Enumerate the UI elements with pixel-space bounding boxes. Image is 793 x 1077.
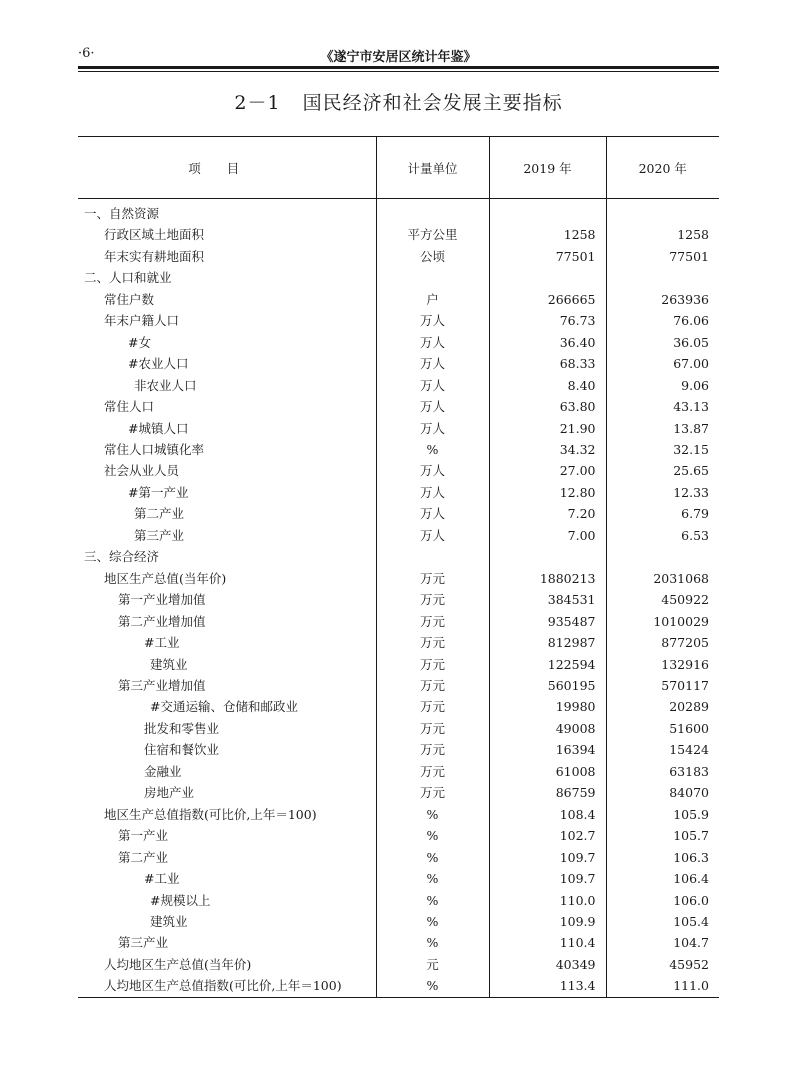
row-label: 第三产业 [134, 527, 185, 543]
row-value-2019: 7.00 [489, 525, 606, 546]
row-label: #工业 [144, 635, 180, 651]
row-value-2020: 132916 [606, 654, 719, 675]
table-row [78, 418, 719, 439]
row-value-2020: 106.4 [606, 868, 719, 889]
row-value-2019: 109.7 [489, 847, 606, 868]
table-row [78, 439, 719, 460]
row-label: #交通运输、仓储和邮政业 [150, 699, 298, 715]
row-value-2020: 2031068 [606, 568, 719, 589]
row-value-2020: 51600 [606, 718, 719, 739]
row-unit: 万人 [376, 418, 489, 439]
row-value-2019: 68.33 [489, 353, 606, 374]
row-value-2020: 15424 [606, 739, 719, 760]
row-unit: 万元 [376, 654, 489, 675]
row-value-2020: 877205 [606, 632, 719, 653]
row-unit: % [376, 825, 489, 846]
row-value-2019: 86759 [489, 782, 606, 803]
row-value-2019: 113.4 [489, 975, 606, 997]
row-label: 建筑业 [150, 656, 188, 672]
row-value-2019: 63.80 [489, 396, 606, 417]
row-unit: 元 [376, 954, 489, 975]
table-title [78, 88, 719, 115]
row-unit: 万人 [376, 353, 489, 374]
row-value-2020 [606, 546, 719, 567]
row-value-2019: 12.80 [489, 482, 606, 503]
row-value-2020: 105.7 [606, 825, 719, 846]
row-value-2020: 25.65 [606, 460, 719, 481]
table-row [78, 825, 719, 846]
row-value-2019 [489, 546, 606, 567]
row-label: 三、综合经济 [84, 549, 160, 565]
column-header-2019: 2019 年 [489, 137, 606, 199]
table-row [78, 975, 719, 997]
row-value-2019: 16394 [489, 739, 606, 760]
row-label: 常住户数 [104, 291, 155, 307]
row-value-2020: 111.0 [606, 975, 719, 997]
row-value-2019: 266665 [489, 289, 606, 310]
row-unit: 万元 [376, 632, 489, 653]
row-label: 第二产业增加值 [118, 613, 206, 629]
row-value-2020: 13.87 [606, 418, 719, 439]
row-unit: 万人 [376, 503, 489, 524]
row-label: 金融业 [144, 763, 182, 779]
row-value-2019: 560195 [489, 675, 606, 696]
row-label: #工业 [144, 871, 180, 887]
row-unit [376, 199, 489, 225]
table-row [78, 525, 719, 546]
table-row [78, 890, 719, 911]
row-value-2020: 67.00 [606, 353, 719, 374]
table-row [78, 589, 719, 610]
row-unit: % [376, 911, 489, 932]
row-unit: 万元 [376, 589, 489, 610]
table-row [78, 460, 719, 481]
row-label: 人均地区生产总值指数(可比价,上年＝100) [78, 975, 376, 997]
row-unit: 万人 [376, 375, 489, 396]
row-value-2019: 19980 [489, 696, 606, 717]
table-row [78, 718, 719, 739]
row-value-2019: 1258 [489, 224, 606, 245]
table-row [78, 568, 719, 589]
row-unit: 万人 [376, 332, 489, 353]
row-value-2020: 77501 [606, 246, 719, 267]
row-value-2019: 8.40 [489, 375, 606, 396]
table-row [78, 654, 719, 675]
row-value-2020: 1010029 [606, 611, 719, 632]
row-label: #农业人口 [128, 356, 189, 372]
table-row [78, 611, 719, 632]
column-header-2020: 2020 年 [606, 137, 719, 199]
row-unit: % [376, 439, 489, 460]
row-value-2020: 263936 [606, 289, 719, 310]
row-label: 常住人口城镇化率 [104, 441, 205, 457]
table-row [78, 482, 719, 503]
table-number: 2－1 [234, 92, 281, 114]
table-row [78, 868, 719, 889]
row-value-2019: 36.40 [489, 332, 606, 353]
row-value-2020: 63183 [606, 761, 719, 782]
row-label: #第一产业 [128, 484, 189, 500]
row-unit: 万元 [376, 761, 489, 782]
row-label: 房地产业 [144, 785, 195, 801]
row-value-2019: 384531 [489, 589, 606, 610]
row-value-2020: 106.0 [606, 890, 719, 911]
row-value-2019: 40349 [489, 954, 606, 975]
row-value-2020: 6.79 [606, 503, 719, 524]
row-unit: 万元 [376, 696, 489, 717]
row-value-2020 [606, 199, 719, 225]
row-value-2020: 76.06 [606, 310, 719, 331]
row-value-2020: 36.05 [606, 332, 719, 353]
row-value-2019: 122594 [489, 654, 606, 675]
row-value-2020: 9.06 [606, 375, 719, 396]
row-value-2020: 450922 [606, 589, 719, 610]
table-row [78, 761, 719, 782]
row-label: 行政区域土地面积 [104, 227, 205, 243]
column-header-unit: 计量单位 [376, 137, 489, 199]
row-value-2020: 43.13 [606, 396, 719, 417]
row-unit: % [376, 932, 489, 953]
row-value-2020: 106.3 [606, 847, 719, 868]
row-unit: 万元 [376, 675, 489, 696]
row-value-2020: 32.15 [606, 439, 719, 460]
row-label: 人均地区生产总值(当年价) [104, 956, 252, 972]
row-value-2019 [489, 199, 606, 225]
row-unit: % [376, 868, 489, 889]
table-row [78, 546, 719, 567]
row-value-2019: 812987 [489, 632, 606, 653]
row-value-2019: 102.7 [489, 825, 606, 846]
table-header-row [78, 137, 719, 199]
row-unit: 万元 [376, 718, 489, 739]
row-unit: 万元 [376, 782, 489, 803]
row-label: 第二产业 [118, 849, 169, 865]
header-rule-thin [78, 71, 719, 72]
row-unit [376, 267, 489, 288]
row-label: 住宿和餐饮业 [144, 742, 220, 758]
row-unit: 万元 [376, 739, 489, 760]
table-title-text: 国民经济和社会发展主要指标 [302, 92, 563, 114]
row-value-2019: 108.4 [489, 804, 606, 825]
row-value-2020: 570117 [606, 675, 719, 696]
row-unit: 万人 [376, 396, 489, 417]
row-unit: 户 [376, 289, 489, 310]
row-unit: 公顷 [376, 246, 489, 267]
row-value-2019: 61008 [489, 761, 606, 782]
row-value-2020: 12.33 [606, 482, 719, 503]
row-label: 批发和零售业 [144, 720, 220, 736]
row-value-2019: 7.20 [489, 503, 606, 524]
row-label: 年末户籍人口 [104, 313, 180, 329]
row-label: 非农业人口 [134, 377, 197, 393]
row-label: 常住人口 [104, 399, 155, 415]
table-row [78, 503, 719, 524]
column-header-item: 项目 [78, 137, 376, 199]
table-row [78, 332, 719, 353]
row-unit: % [376, 847, 489, 868]
row-value-2019: 27.00 [489, 460, 606, 481]
row-label: 二、人口和就业 [84, 270, 172, 286]
row-label: 年末实有耕地面积 [104, 248, 205, 264]
table-row [78, 696, 719, 717]
table-row [78, 353, 719, 374]
row-value-2020: 84070 [606, 782, 719, 803]
row-value-2020: 105.9 [606, 804, 719, 825]
row-unit: 万人 [376, 310, 489, 331]
row-value-2019: 1880213 [489, 568, 606, 589]
row-unit: 万人 [376, 525, 489, 546]
row-value-2019: 110.0 [489, 890, 606, 911]
table-row [78, 396, 719, 417]
row-value-2020: 20289 [606, 696, 719, 717]
row-unit: 万人 [376, 460, 489, 481]
table-body [78, 199, 719, 998]
row-label: 社会从业人员 [104, 463, 180, 479]
row-value-2019: 21.90 [489, 418, 606, 439]
row-unit: 万人 [376, 482, 489, 503]
row-value-2019 [489, 267, 606, 288]
row-label: #规模以上 [150, 892, 211, 908]
indicators-table [78, 136, 719, 998]
row-label: 第二产业 [134, 506, 185, 522]
table-row [78, 199, 719, 225]
row-unit: % [376, 975, 489, 997]
row-unit: 万元 [376, 611, 489, 632]
table-row [78, 932, 719, 953]
row-label: 第一产业 [118, 828, 169, 844]
row-label: 地区生产总值(当年价) [104, 570, 227, 586]
row-value-2019: 109.9 [489, 911, 606, 932]
table-row [78, 675, 719, 696]
row-value-2020: 104.7 [606, 932, 719, 953]
row-label: #城镇人口 [128, 420, 189, 436]
row-unit: % [376, 890, 489, 911]
row-value-2019: 76.73 [489, 310, 606, 331]
row-value-2020: 105.4 [606, 911, 719, 932]
table-row [78, 632, 719, 653]
table-row [78, 782, 719, 803]
row-label: #女 [128, 334, 151, 350]
table-row [78, 847, 719, 868]
page-header [78, 44, 719, 66]
table-row [78, 289, 719, 310]
header-rule-thick [78, 66, 719, 69]
row-value-2019: 34.32 [489, 439, 606, 460]
row-value-2019: 935487 [489, 611, 606, 632]
row-value-2019: 77501 [489, 246, 606, 267]
row-value-2019: 109.7 [489, 868, 606, 889]
table-row [78, 911, 719, 932]
row-label: 第一产业增加值 [118, 592, 206, 608]
row-value-2019: 110.4 [489, 932, 606, 953]
page-number: ·6· [78, 46, 95, 61]
row-value-2020: 6.53 [606, 525, 719, 546]
table-row [78, 804, 719, 825]
row-label: 建筑业 [150, 913, 188, 929]
row-unit: % [376, 804, 489, 825]
table-row [78, 954, 719, 975]
table-row [78, 224, 719, 245]
row-label: 一、自然资源 [84, 206, 160, 221]
table-row [78, 267, 719, 288]
table-row [78, 246, 719, 267]
row-unit: 万元 [376, 568, 489, 589]
row-label: 第三产业 [118, 935, 169, 951]
row-unit [376, 546, 489, 567]
row-value-2020 [606, 267, 719, 288]
table-row [78, 375, 719, 396]
table-row [78, 739, 719, 760]
row-unit: 平方公里 [376, 224, 489, 245]
book-title: 《遂宁市安居区统计年鉴》 [320, 50, 477, 65]
table-row [78, 310, 719, 331]
row-label: 地区生产总值指数(可比价,上年＝100) [104, 806, 317, 822]
row-value-2020: 1258 [606, 224, 719, 245]
row-label: 第三产业增加值 [118, 677, 206, 693]
row-value-2019: 49008 [489, 718, 606, 739]
row-value-2020: 45952 [606, 954, 719, 975]
